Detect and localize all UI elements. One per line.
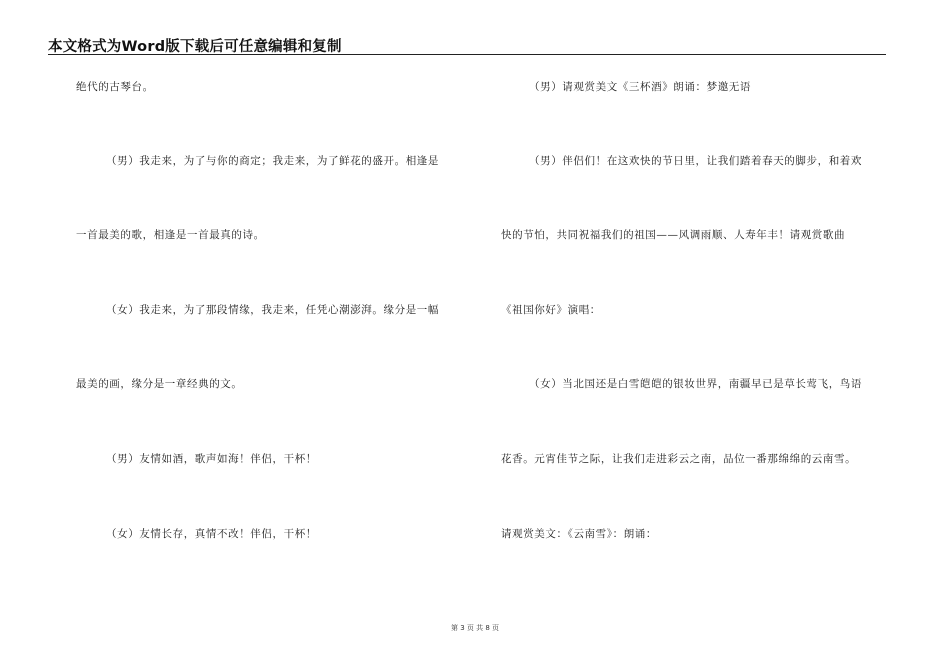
- paragraph-line: 一首最美的歌，相逢是一首最真的诗。: [76, 229, 265, 241]
- document-header-title: 本文格式为Word版下载后可任意编辑和复制: [48, 39, 342, 55]
- header-divider: [48, 54, 886, 55]
- paragraph-line: （男）我走来，为了与你的商定；我走来，为了鲜花的盛开。相逢是: [106, 155, 439, 167]
- paragraph-line: （男）友情如酒，歌声如海！伴侣，干杯！: [106, 453, 317, 465]
- page-number-footer: 第 3 页 共 8 页: [450, 624, 500, 632]
- paragraph-line: （女）友情长存，真情不改！伴侣，干杯！: [106, 528, 317, 540]
- paragraph-line: 花香。元宵佳节之际，让我们走进彩云之南，品位一番那绵绵的云南雪。: [501, 453, 857, 465]
- paragraph-line: 绝代的古琴台。: [76, 81, 154, 93]
- paragraph-line: 请观赏美文：《云南雪》：朗诵：: [501, 528, 657, 540]
- paragraph-line: 最美的画，缘分是一章经典的文。: [76, 378, 243, 390]
- paragraph-line: 快的节怕，共同祝福我们的祖国——风调雨顺、人寿年丰！请观赏歌曲: [501, 229, 846, 241]
- paragraph-line: 《祖国你好》演唱：: [501, 304, 601, 316]
- paragraph-line: （女）当北国还是白雪皑皑的银妆世界，南疆早已是草长莺飞，鸟语: [529, 378, 862, 390]
- paragraph-line: （男）请观赏美文《三杯酒》朗诵：梦邀无语: [529, 81, 751, 93]
- paragraph-line: （女）我走来，为了那段情缘，我走来，任凭心潮澎湃。缘分是一幅: [106, 304, 439, 316]
- paragraph-line: （男）伴侣们！在这欢快的节日里，让我们踏着春天的脚步，和着欢: [529, 155, 862, 167]
